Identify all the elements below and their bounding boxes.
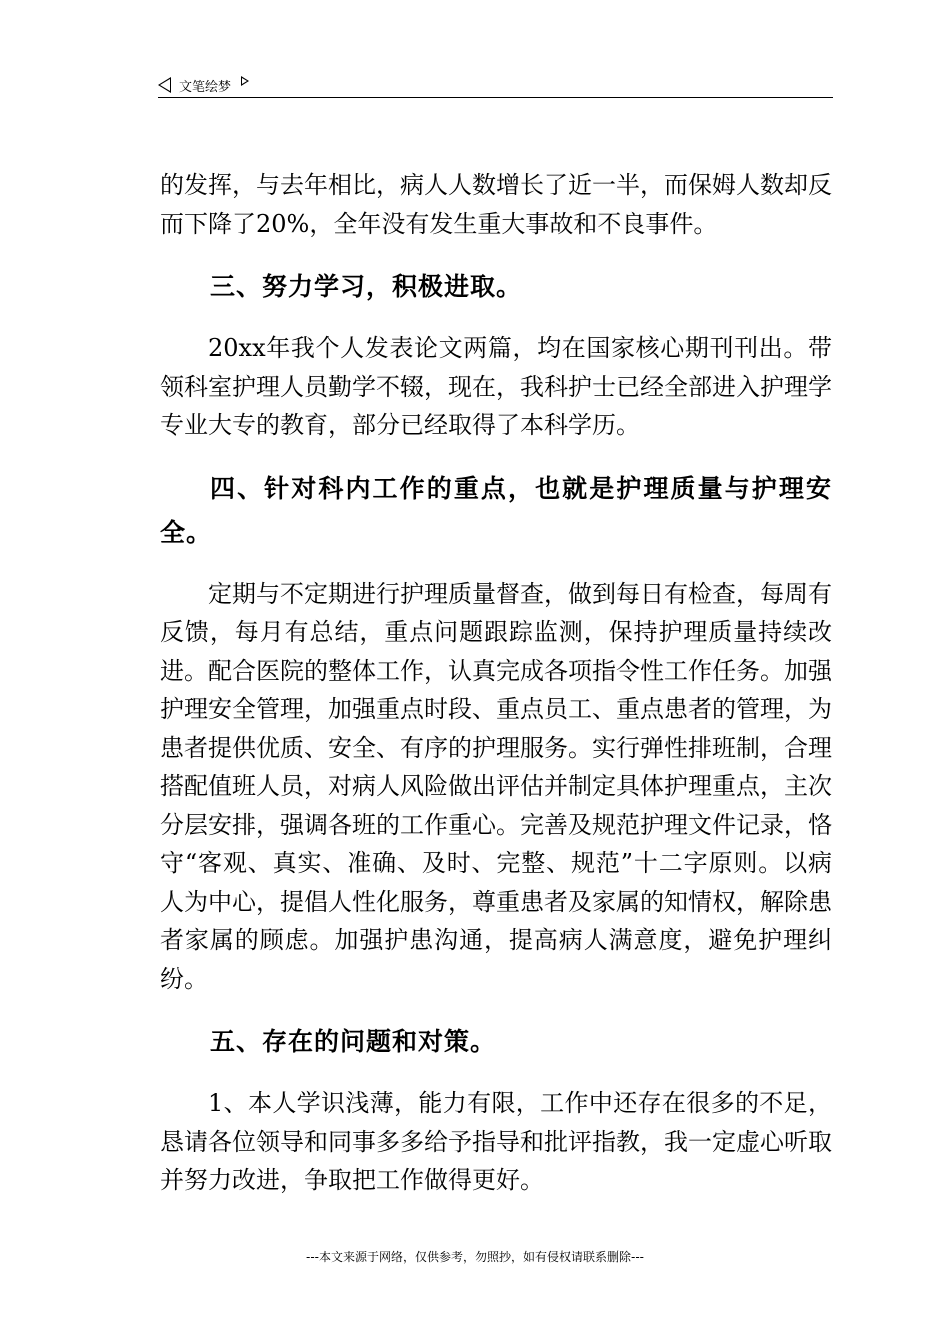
triangle-right-icon <box>241 76 249 86</box>
section-heading-4: 四、针对科内工作的重点，也就是护理质量与护理安全。 <box>160 473 832 547</box>
page-footer-disclaimer: ---本文来源于网络，仅供参考，勿照抄，如有侵权请联系删除--- <box>306 1250 644 1264</box>
paragraph-quality: 定期与不定期进行护理质量督查，做到每日有检查，每周有反馈，每月有总结，重点问题跟踪监测，保持护理质量持续改进。配合医院的整体工作，认真完成各项指令性工作任务。加强护理安全管理，加强重点时段、重点员工、重点患者的管理，为患者提供优质、安全、有序的护理服务。实行弹性排班制，合理搭配值班人员，对病人风险做出评估并制定具体护理重点，主次分层安排，强调各班的工作重心。完善及规范护理文件记录，恪守“客观、真实、准确、及时、完整、规范”十二字原则。以病人为中心，提倡人性化服务，尊重患者及家属的知情权，解除患者家属的顾虑。加强护患沟通，提高病人满意度，避免护理纠纷。 <box>160 579 832 993</box>
document-body <box>160 166 832 1222</box>
paragraph-study: 20xx年我个人发表论文两篇，均在国家核心期刊刊出。带领科室护理人员勤学不辍，现在，我科护士已经全部进入护理学专业大专的教育，部分已经取得了本科学历。 <box>160 334 832 439</box>
header-title: 文笔绘梦 <box>179 79 232 95</box>
header-divider <box>158 97 833 98</box>
section-heading-3: 三、努力学习，积极进取。 <box>210 272 523 301</box>
section-heading-5: 五、存在的问题和对策。 <box>210 1027 497 1056</box>
page-header <box>158 74 249 96</box>
paragraph-problems: 1、本人学识浅薄，能力有限，工作中还存在很多的不足，恳请各位领导和同事多多给予指导和批评指教，我一定虚心听取并努力改进，争取把工作做得更好。 <box>160 1089 832 1194</box>
paragraph-continuation: 的发挥，与去年相比，病人人数增长了近一半，而保姆人数却反而下降了20%，全年没有发生重大事故和不良事件。 <box>160 171 832 238</box>
triangle-left-icon <box>158 77 171 93</box>
